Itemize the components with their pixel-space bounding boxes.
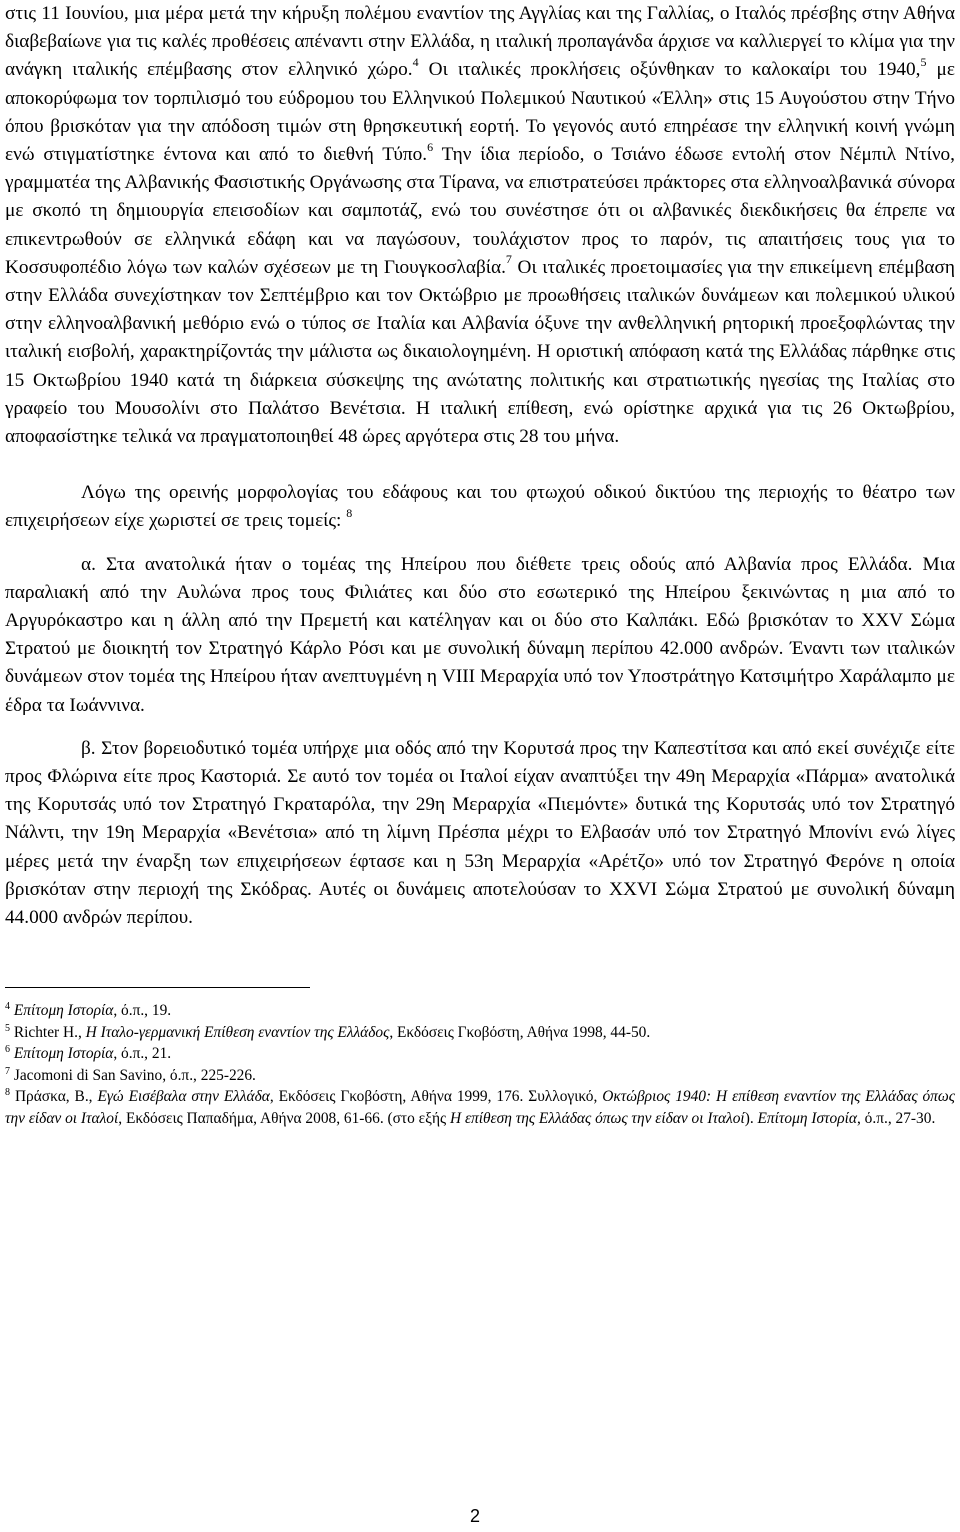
footnote-text: , Εκδόσεις Παπαδήμα, Αθήνα 2008, 61-66. (στο εξής bbox=[118, 1109, 450, 1127]
footnote-4 bbox=[5, 1000, 955, 1022]
footnote-number: 8 bbox=[5, 1087, 10, 1099]
footnote-text: , ό.π., 21. bbox=[113, 1045, 172, 1063]
footnote-ref-7[interactable]: 7 bbox=[505, 252, 512, 267]
footnote-text: , ό.π., 19. bbox=[113, 1002, 172, 1020]
footnote-ref-4[interactable]: 4 bbox=[412, 54, 419, 69]
footnotes-section bbox=[5, 1000, 955, 1129]
footnote-number: 5 bbox=[5, 1022, 10, 1034]
footnote-text: Επίτομη Ιστορία bbox=[13, 1002, 114, 1020]
footnote-text: , Εκδόσεις Γκοβόστη, Αθήνα 1998, 44-50. bbox=[389, 1023, 651, 1041]
footnote-text: ). bbox=[744, 1109, 758, 1127]
footnote-7 bbox=[5, 1065, 955, 1087]
footnote-text: Οκτώβριος 1940: Η επίθεση εναντίον της Ελλάδας όπως την είδαν οι Ιταλοί bbox=[5, 1088, 956, 1127]
footnote-text: Η Ιταλο-γερμανική Επίθεση εναντίον της Ελλάδος bbox=[85, 1023, 390, 1041]
footnote-text: Η επίθεση της Ελλάδας όπως την είδαν οι Ιταλοί bbox=[449, 1109, 745, 1127]
footnote-text: Επίτομη Ιστορία bbox=[757, 1109, 857, 1127]
footnote-text: , Εκδόσεις Γκοβόστη, Αθήνα 1999, 176. Συλλογικό, bbox=[269, 1088, 603, 1106]
footnote-8 bbox=[5, 1086, 955, 1129]
footnote-number: 4 bbox=[5, 1001, 10, 1013]
footnote-ref-5[interactable]: 5 bbox=[920, 54, 927, 69]
footnote-text: Jacomoni di San Savino, ό.π., 225-226. bbox=[13, 1066, 256, 1084]
document-page bbox=[5, 0, 955, 1129]
footnote-text: Επίτομη Ιστορία bbox=[13, 1045, 114, 1063]
footnote-text: Εγώ Εισέβαλα στην Ελλάδα bbox=[97, 1088, 270, 1106]
paragraph-sector-northwest: β. Στον βορειοδυτικό τομέα υπήρχε μια οδός από την Κορυτσά προς την Καπεστίτσα και από εκεί συνέχιζε είτε προς Φλώρινα είτε προς Καστοριά. Σε αυτό τον τομέα οι Ιταλοί είχαν αναπτύξει την 49η Μεραρχία «Πάρμα» ανατολικά της Κορυτσάς υπό τον Στρατηγό Γκραταρόλα, την 29η Μεραρχία «Πιεμόντε» δυτικά της Κορυτσάς υπό τον Στρατηγό Νάλντι, την 19η Μεραρχία «Βενέτσια» από τη λίμνη Πρέσπα μέχρι το Ελβασάν υπό τον Στρατηγό Μπονίνι ενώ λίγες μέρες μετά την έναρξη των επιχειρήσεων έφτασε και η 53η Μεραρχία «Αρέτζο» υπό τον Στρατηγό Φερόνε η οποία βρισκόταν στην περιοχή της Σκόδρας. Αυτές οι δυνάμεις αποτελούσαν το XXVI Σώμα Στρατού με συνολική δύναμη 44.000 ανδρών περίπου. bbox=[5, 737, 955, 929]
footnote-5 bbox=[5, 1022, 955, 1044]
footnote-text: Richter H., bbox=[13, 1023, 86, 1041]
footnote-number: 6 bbox=[5, 1044, 10, 1056]
footnote-6 bbox=[5, 1043, 955, 1065]
footnote-ref-6[interactable]: 6 bbox=[427, 139, 434, 154]
footnote-text: Πράσκα, Β., bbox=[14, 1088, 98, 1106]
paragraph-sector-epirus: α. Στα ανατολικά ήταν ο τομέας της Ηπείρου που διέθετε τρεις οδούς από Αλβανία προς Ελλάδα. Μια παραλιακή από την Αυλώνα προς τους Φιλιάτες και δύο στο εσωτερικό της Ηπείρου ξεκινώντας η μια από το Αργυρόκαστρο και η άλλη από την Πρεμετή και κατέληγαν και οι δύο στο Καλπάκι. Εδώ βρισκόταν το XXV Σώμα Στρατού με διοικητή τον Στρατηγό Κάρλο Ρόσι και με συνολική δύναμη περίπου 42.000 ανδρών. Έναντι των ιταλικών δυνάμεων στον τομέα της Ηπείρου ήταν ανεπτυγμένη η VIII Μεραρχία υπό τον Υποστράτηγο Κατσιμήτρο Χαράλαμπο με έδρα τα Ιωάννινα. bbox=[5, 553, 955, 716]
paragraph-italian-provocations: στις 11 Ιουνίου, μια μέρα μετά την κήρυξη πολέμου εναντίον της Αγγλίας και της Γαλλίας, ο Ιταλός πρέσβης στην Αθήνα διαβεβαίωνε για τις καλές προθέσεις απέναντι στην Ελλάδα, η ιταλική προπαγάνδα άρχισε να καλλιεργεί το κλίμα για την ανάγκη ιταλικής επέμβασης στον ελληνικό χώρο.$^4$ Οι ιταλικές προκλήσεις οξύνθηκαν το καλοκαίρι του 1940,$^5$ με αποκορύφωμα τον τορπιλισμό του εύδρομου του Ελληνικού Πολεμικού Ναυτικού «Έλλη» στις 15 Αυγούστου στην Τήνο όπου βρισκόταν για την απόδοση τιμών στη θρησκευτική εορτή. Το γεγονός αυτό επηρέασε την ελληνική κοινή γνώμη ενώ στιγματίστηκε έντονα και από το διεθνή Τύπο.$^6$ Την ίδια περίοδο, ο Τσιάνο έδωσε εντολή στον Νέμπιλ Ντίνο, γραμματέα της Αλβανικής Φασιστικής Οργάνωσης στα Τίρανα, να επιστρατεύσει πράκτορες στα ελληνοαλβανικά σύνορα με σκοπό τη δημιουργία επεισοδίων και σαμποτάζ, ενώ του συνέστησε ότι οι αλβανικές διεκδικήσεις θα έπρεπε να επικεντρωθούν σε ελληνικά εδάφη και να παγώσουν, τουλάχιστον προς το παρόν, τις απαιτήσεις τους για το Κοσσυφοπέδιο λόγω των καλών σχέσεων με τη Γιουγκοσλαβία.$^7$ Οι ιταλικές προετοιμασίες για την επικείμενη επέμβαση στην Ελλάδα συνεχίστηκαν τον Σεπτέμβριο και τον Οκτώβριο με προωθήσεις ιταλικών δυνάμεων και πολεμικού υλικού στην ελληνοαλβανική μεθόριο ενώ ο τύπος σε Ιταλία και Αλβανία όξυνε την ανθελληνική ρητορική προεξοφλώντας την ιταλική εισβολή, χαρακτηρίζοντάς την μάλιστα ως δικαιολογημένη. Η οριστική απόφαση κατά της Ελλάδας πάρθηκε στις 15 Οκτωβρίου 1940 κατά τη διάρκεια σύσκεψης της ανώτατης πολιτικής και στρατιωτικής ηγεσίας της Ιταλίας στο γραφείο του Μουσολίνι στο Παλάτσο Βενέτσια. Η ιταλική επίθεση, ενώ ορίστηκε αρχικά για τις 26 Οκτωβρίου, αποφασίστηκε τελικά να πραγματοποιηθεί 48 ώρες αργότερα στις 28 του μήνα. bbox=[5, 3, 955, 448]
footnote-text: , ό.π., 27-30. bbox=[856, 1109, 936, 1127]
paragraph-theatre-sectors: Λόγω της ορεινής μορφολογίας του εδάφους και του φτωχού οδικού δικτύου της περιοχής το θέατρο των επιχειρήσεων είχε χωριστεί σε τρεις τομείς: $^8$ bbox=[5, 482, 955, 532]
footnote-divider bbox=[5, 987, 310, 988]
page-number: 2 bbox=[469, 1506, 480, 1526]
footnote-number: 7 bbox=[5, 1065, 10, 1077]
footnote-ref-8[interactable]: 8 bbox=[346, 506, 353, 521]
